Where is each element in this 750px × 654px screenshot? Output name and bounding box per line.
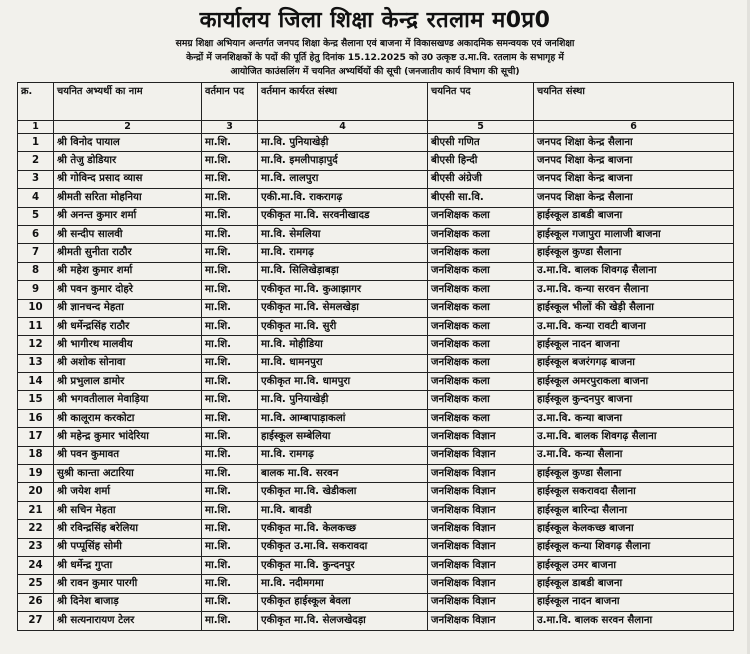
cell-current-post: मा.शि. [202, 409, 258, 427]
cell-current-institution: मा.वि. लालपुरा [258, 170, 428, 188]
page-subtitle [29, 37, 721, 79]
cell-current-institution: मा.वि. पुनियाखेड़ी [258, 134, 428, 152]
cell-selected-post: जनशिक्षक विज्ञान [428, 428, 534, 446]
cell-selected-post: जनशिक्षक कला [428, 409, 534, 427]
selection-table [17, 82, 734, 631]
table-row [18, 262, 734, 280]
cell-current-post: मा.शि. [202, 538, 258, 556]
cell-serial: 20 [18, 483, 54, 501]
cell-serial: 2 [18, 152, 54, 170]
cell-current-institution: मा.वि. नदीमगमा [258, 575, 428, 593]
cell-serial: 21 [18, 501, 54, 519]
cell-selected-institution: हाईस्कूल अमरपुराकला बाजना [534, 373, 734, 391]
cell-current-institution: एकीकृत मा.वि. सेमलखेड़ा [258, 299, 428, 317]
cell-serial: 13 [18, 354, 54, 372]
cell-current-post: मा.शि. [202, 225, 258, 243]
cell-serial: 4 [18, 189, 54, 207]
cell-selected-institution: हाईस्कूल कुन्दनपुर बाजना [534, 391, 734, 409]
cell-current-institution: एकीकृत मा.वि. कुआझागर [258, 281, 428, 299]
cell-selected-institution: जनपद शिक्षा केन्द्र सैलाना [534, 189, 734, 207]
cell-current-post: मा.शि. [202, 465, 258, 483]
cell-selected-post: जनशिक्षक कला [428, 281, 534, 299]
column-number: 1 [18, 121, 54, 134]
cell-serial: 9 [18, 281, 54, 299]
cell-current-institution: एकीकृत मा.वि. धामपुरा [258, 373, 428, 391]
cell-candidate-name: श्री अनन्त कुमार शर्मा [54, 207, 202, 225]
table-row [18, 501, 734, 519]
cell-candidate-name: श्रीमती सुनीता राठौर [54, 244, 202, 262]
cell-current-post: मा.शि. [202, 262, 258, 280]
cell-candidate-name: श्री ज्ञानचन्द मेहता [54, 299, 202, 317]
cell-selected-institution: हाईस्कूल डाबडी बाजना [534, 575, 734, 593]
cell-serial: 14 [18, 373, 54, 391]
cell-selected-institution: हाईस्कूल उमर बाजना [534, 556, 734, 574]
cell-serial: 1 [18, 134, 54, 152]
column-header-selected-institution: चयनित संस्था [534, 83, 734, 121]
cell-candidate-name: श्री तेजु डोडियार [54, 152, 202, 170]
table-row [18, 225, 734, 243]
cell-serial: 27 [18, 612, 54, 630]
cell-selected-post: जनशिक्षक विज्ञान [428, 520, 534, 538]
cell-selected-post: बीएसी गणित [428, 134, 534, 152]
cell-selected-institution: जनपद शिक्षा केन्द्र बाजना [534, 152, 734, 170]
table-row [18, 189, 734, 207]
table-row [18, 170, 734, 188]
cell-selected-post: जनशिक्षक विज्ञान [428, 501, 534, 519]
column-number-row [18, 121, 734, 134]
cell-current-institution: एकीकृत मा.वि. सेलजखेदड़ा [258, 612, 428, 630]
cell-current-post: मा.शि. [202, 428, 258, 446]
cell-current-post: मा.शि. [202, 446, 258, 464]
cell-selected-post: जनशिक्षक विज्ञान [428, 465, 534, 483]
cell-serial: 6 [18, 225, 54, 243]
cell-current-institution: मा.वि. मोहीडिया [258, 336, 428, 354]
cell-serial: 26 [18, 593, 54, 611]
cell-selected-institution: उ.मा.वि. कन्या बाजना [534, 409, 734, 427]
column-number: 4 [258, 121, 428, 134]
table-row [18, 593, 734, 611]
cell-current-institution: एकीकृत मा.वि. केलकच्छ [258, 520, 428, 538]
cell-current-post: मा.शि. [202, 575, 258, 593]
cell-selected-institution: उ.मा.वि. कन्या सैलाना [534, 446, 734, 464]
cell-current-institution: मा.वि. रामगढ़ [258, 244, 428, 262]
cell-serial: 3 [18, 170, 54, 188]
cell-current-institution: मा.वि. धामनपुरा [258, 354, 428, 372]
cell-selected-post: जनशिक्षक विज्ञान [428, 538, 534, 556]
cell-candidate-name: श्री महेश कुमार शर्मा [54, 262, 202, 280]
cell-selected-post: जनशिक्षक विज्ञान [428, 575, 534, 593]
cell-current-post: मा.शि. [202, 207, 258, 225]
column-number: 3 [202, 121, 258, 134]
cell-selected-institution: हाईस्कूल बारिन्दा सैलाना [534, 501, 734, 519]
cell-selected-post: जनशिक्षक कला [428, 299, 534, 317]
subtitle-line: समग्र शिक्षा अभियान अन्तर्गत जनपद शिक्षा केन्द्र सैलाना एवं बाजना में विकासखण्ड अकादमिक समन्वयक एवं जनशिक्षा [175, 38, 575, 49]
table-row [18, 354, 734, 372]
cell-current-post: मा.शि. [202, 373, 258, 391]
column-header-current-institution: वर्तमान कार्यरत संस्था [258, 83, 428, 121]
table-row [18, 409, 734, 427]
cell-candidate-name: श्री सचिन मेहता [54, 501, 202, 519]
cell-selected-institution: हाईस्कूल केलकच्छ बाजना [534, 520, 734, 538]
cell-serial: 5 [18, 207, 54, 225]
cell-candidate-name: सुश्री कान्ता अटारिया [54, 465, 202, 483]
cell-candidate-name: श्री रावन कुमार पारगी [54, 575, 202, 593]
cell-selected-post: जनशिक्षक कला [428, 244, 534, 262]
cell-selected-institution: हाईस्कूल बजरंगगढ़ बाजना [534, 354, 734, 372]
cell-current-institution: मा.वि. बावडी [258, 501, 428, 519]
cell-current-institution: मा.वि. सेमलिया [258, 225, 428, 243]
cell-selected-post: जनशिक्षक विज्ञान [428, 612, 534, 630]
table-row [18, 299, 734, 317]
cell-selected-institution: उ.मा.वि. बालक शिवगढ़ सैलाना [534, 262, 734, 280]
table-row [18, 556, 734, 574]
table-row [18, 520, 734, 538]
cell-selected-institution: हाईस्कूल कुण्डा सैलाना [534, 244, 734, 262]
cell-current-post: मा.शि. [202, 483, 258, 501]
column-number: 6 [534, 121, 734, 134]
cell-selected-post: जनशिक्षक कला [428, 317, 534, 335]
cell-current-post: मा.शि. [202, 391, 258, 409]
cell-candidate-name: श्री जयेश शर्मा [54, 483, 202, 501]
table-row [18, 244, 734, 262]
cell-candidate-name: श्री धर्मेन्द्र गुप्ता [54, 556, 202, 574]
table-row [18, 465, 734, 483]
cell-candidate-name: श्री अशोक सोनावा [54, 354, 202, 372]
table-body [18, 134, 734, 631]
cell-candidate-name: श्री रविन्द्रसिंह बरेलिया [54, 520, 202, 538]
table-row [18, 446, 734, 464]
column-header-selected-post: चयनित पद [428, 83, 534, 121]
cell-current-institution: एकीकृत मा.वि. कुन्दनपुर [258, 556, 428, 574]
cell-selected-institution: उ.मा.वि. बालक सरवन सैलाना [534, 612, 734, 630]
cell-candidate-name: श्री गोविन्द प्रसाद व्यास [54, 170, 202, 188]
table-row [18, 152, 734, 170]
cell-current-institution: एकीकृत मा.वि. खेडीकला [258, 483, 428, 501]
cell-candidate-name: श्री धर्मेन्द्रसिंह राठौर [54, 317, 202, 335]
table-row [18, 317, 734, 335]
cell-current-post: मा.शि. [202, 134, 258, 152]
cell-candidate-name: श्री विनोद पायाल [54, 134, 202, 152]
table-row [18, 483, 734, 501]
cell-selected-institution: हाईस्कूल नादन बाजना [534, 593, 734, 611]
table-row [18, 428, 734, 446]
cell-serial: 22 [18, 520, 54, 538]
cell-selected-institution: उ.मा.वि. कन्या रावटी बाजना [534, 317, 734, 335]
cell-selected-institution: हाईस्कूल गजापुरा मालाजी बाजना [534, 225, 734, 243]
cell-candidate-name: श्री सत्यनारायण टेलर [54, 612, 202, 630]
cell-selected-institution: हाईस्कूल नादन बाजना [534, 336, 734, 354]
cell-serial: 15 [18, 391, 54, 409]
cell-selected-post: जनशिक्षक कला [428, 207, 534, 225]
cell-current-post: मा.शि. [202, 520, 258, 538]
cell-current-post: मा.शि. [202, 593, 258, 611]
cell-candidate-name: श्री सन्दीप सालवी [54, 225, 202, 243]
cell-candidate-name: श्री महेन्द्र कुमार भांदेरिया [54, 428, 202, 446]
table-header-row [18, 83, 734, 121]
cell-selected-institution: उ.मा.वि. कन्या सरवन सैलाना [534, 281, 734, 299]
table-row [18, 281, 734, 299]
cell-current-institution: एकीकृत मा.वि. सरवनीखादड [258, 207, 428, 225]
cell-current-institution: मा.वि. आम्बापाड़ाकलां [258, 409, 428, 427]
table-row [18, 575, 734, 593]
table-row [18, 612, 734, 630]
column-header-current-post: वर्तमान पद [202, 83, 258, 121]
cell-serial: 17 [18, 428, 54, 446]
cell-serial: 11 [18, 317, 54, 335]
cell-selected-institution: हाईस्कूल कुण्डा सैलाना [534, 465, 734, 483]
cell-current-post: मा.शि. [202, 336, 258, 354]
table-row [18, 538, 734, 556]
cell-serial: 7 [18, 244, 54, 262]
cell-current-post: मा.शि. [202, 299, 258, 317]
cell-selected-post: बीएसी अंग्रेजी [428, 170, 534, 188]
cell-current-post: मा.शि. [202, 354, 258, 372]
cell-candidate-name: श्री प्रभुलाल डामोर [54, 373, 202, 391]
cell-selected-post: बीएसी हिन्दी [428, 152, 534, 170]
subtitle-line: आयोजित काउंसलिंग में चयनित अभ्यर्थियों की सूची (जनजातीय कार्य विभाग की सूची) [230, 66, 520, 77]
cell-serial: 10 [18, 299, 54, 317]
cell-selected-post: जनशिक्षक कला [428, 354, 534, 372]
cell-current-institution: एकीकृत हाईस्कूल बेवला [258, 593, 428, 611]
cell-candidate-name: श्री कालूराम करकोटा [54, 409, 202, 427]
column-number: 5 [428, 121, 534, 134]
cell-current-post: मा.शि. [202, 317, 258, 335]
cell-selected-post: जनशिक्षक कला [428, 373, 534, 391]
cell-selected-institution: जनपद शिक्षा केन्द्र बाजना [534, 170, 734, 188]
cell-selected-post: जनशिक्षक विज्ञान [428, 593, 534, 611]
cell-current-institution: एकी.मा.वि. राकरागढ़ [258, 189, 428, 207]
cell-selected-institution: हाईस्कूल भीलों की खेड़ी सैलाना [534, 299, 734, 317]
cell-current-institution: मा.वि. पुनियाखेड़ी [258, 391, 428, 409]
cell-candidate-name: श्रीमती सरिता मोहनिया [54, 189, 202, 207]
cell-current-institution: मा.वि. रामगढ़ [258, 446, 428, 464]
cell-selected-institution: जनपद शिक्षा केन्द्र सैलाना [534, 134, 734, 152]
cell-selected-institution: हाईस्कूल डाबडी बाजना [534, 207, 734, 225]
cell-serial: 25 [18, 575, 54, 593]
cell-current-institution: बालक मा.वि. सरवन [258, 465, 428, 483]
cell-current-institution: मा.वि. इमलीपाड़ापुर्द [258, 152, 428, 170]
cell-selected-post: जनशिक्षक कला [428, 336, 534, 354]
table-row [18, 373, 734, 391]
cell-current-post: मा.शि. [202, 189, 258, 207]
cell-serial: 12 [18, 336, 54, 354]
column-header-name: चयनित अभ्यर्थी का नाम [54, 83, 202, 121]
cell-selected-institution: हाईस्कूल सकरावदा सैलाना [534, 483, 734, 501]
cell-current-post: मा.शि. [202, 501, 258, 519]
table-row [18, 391, 734, 409]
cell-serial: 23 [18, 538, 54, 556]
cell-selected-institution: उ.मा.वि. बालक शिवगढ़ सैलाना [534, 428, 734, 446]
cell-serial: 19 [18, 465, 54, 483]
cell-candidate-name: श्री पप्पूसिंह सोमी [54, 538, 202, 556]
cell-candidate-name: श्री पवन कुमावत [54, 446, 202, 464]
cell-selected-post: जनशिक्षक विज्ञान [428, 446, 534, 464]
cell-serial: 16 [18, 409, 54, 427]
cell-selected-post: बीएसी सा.वि. [428, 189, 534, 207]
cell-serial: 8 [18, 262, 54, 280]
cell-selected-institution: हाईस्कूल कन्या शिवगढ़ सैलाना [534, 538, 734, 556]
cell-current-post: मा.शि. [202, 281, 258, 299]
column-number: 2 [54, 121, 202, 134]
cell-current-post: मा.शि. [202, 612, 258, 630]
cell-serial: 24 [18, 556, 54, 574]
cell-selected-post: जनशिक्षक कला [428, 262, 534, 280]
cell-serial: 18 [18, 446, 54, 464]
cell-current-post: मा.शि. [202, 556, 258, 574]
cell-current-institution: एकीकृत उ.मा.वि. सकरावदा [258, 538, 428, 556]
cell-current-institution: हाईस्कूल सम्बेलिया [258, 428, 428, 446]
cell-candidate-name: श्री भगवतीलाल मेवाड़िया [54, 391, 202, 409]
page-title: कार्यालय जिला शिक्षा केन्द्र रतलाम म0प्र0 [199, 8, 551, 33]
cell-current-post: मा.शि. [202, 152, 258, 170]
cell-current-post: मा.शि. [202, 170, 258, 188]
cell-selected-post: जनशिक्षक कला [428, 391, 534, 409]
table-row [18, 134, 734, 152]
cell-selected-post: जनशिक्षक विज्ञान [428, 556, 534, 574]
cell-current-institution: मा.वि. सिलिखेड़ाबड़ा [258, 262, 428, 280]
cell-current-institution: एकीकृत मा.वि. सुरी [258, 317, 428, 335]
cell-selected-post: जनशिक्षक विज्ञान [428, 483, 534, 501]
table-row [18, 207, 734, 225]
cell-candidate-name: श्री पवन कुमार दोहरे [54, 281, 202, 299]
column-header-serial: क्र. [18, 83, 54, 121]
cell-selected-post: जनशिक्षक कला [428, 225, 534, 243]
cell-candidate-name: श्री दिनेश बाजाड़ [54, 593, 202, 611]
cell-candidate-name: श्री भागीरथ मालवीय [54, 336, 202, 354]
subtitle-line: केन्द्रों में जनशिक्षकों के पदों की पूर्ति हेतु दिनांक 15.12.2025 को उ0 उत्कृष्ट उ.मा.वि. रतलाम के सभागृह में [186, 52, 564, 63]
table-row [18, 336, 734, 354]
cell-current-post: मा.शि. [202, 244, 258, 262]
